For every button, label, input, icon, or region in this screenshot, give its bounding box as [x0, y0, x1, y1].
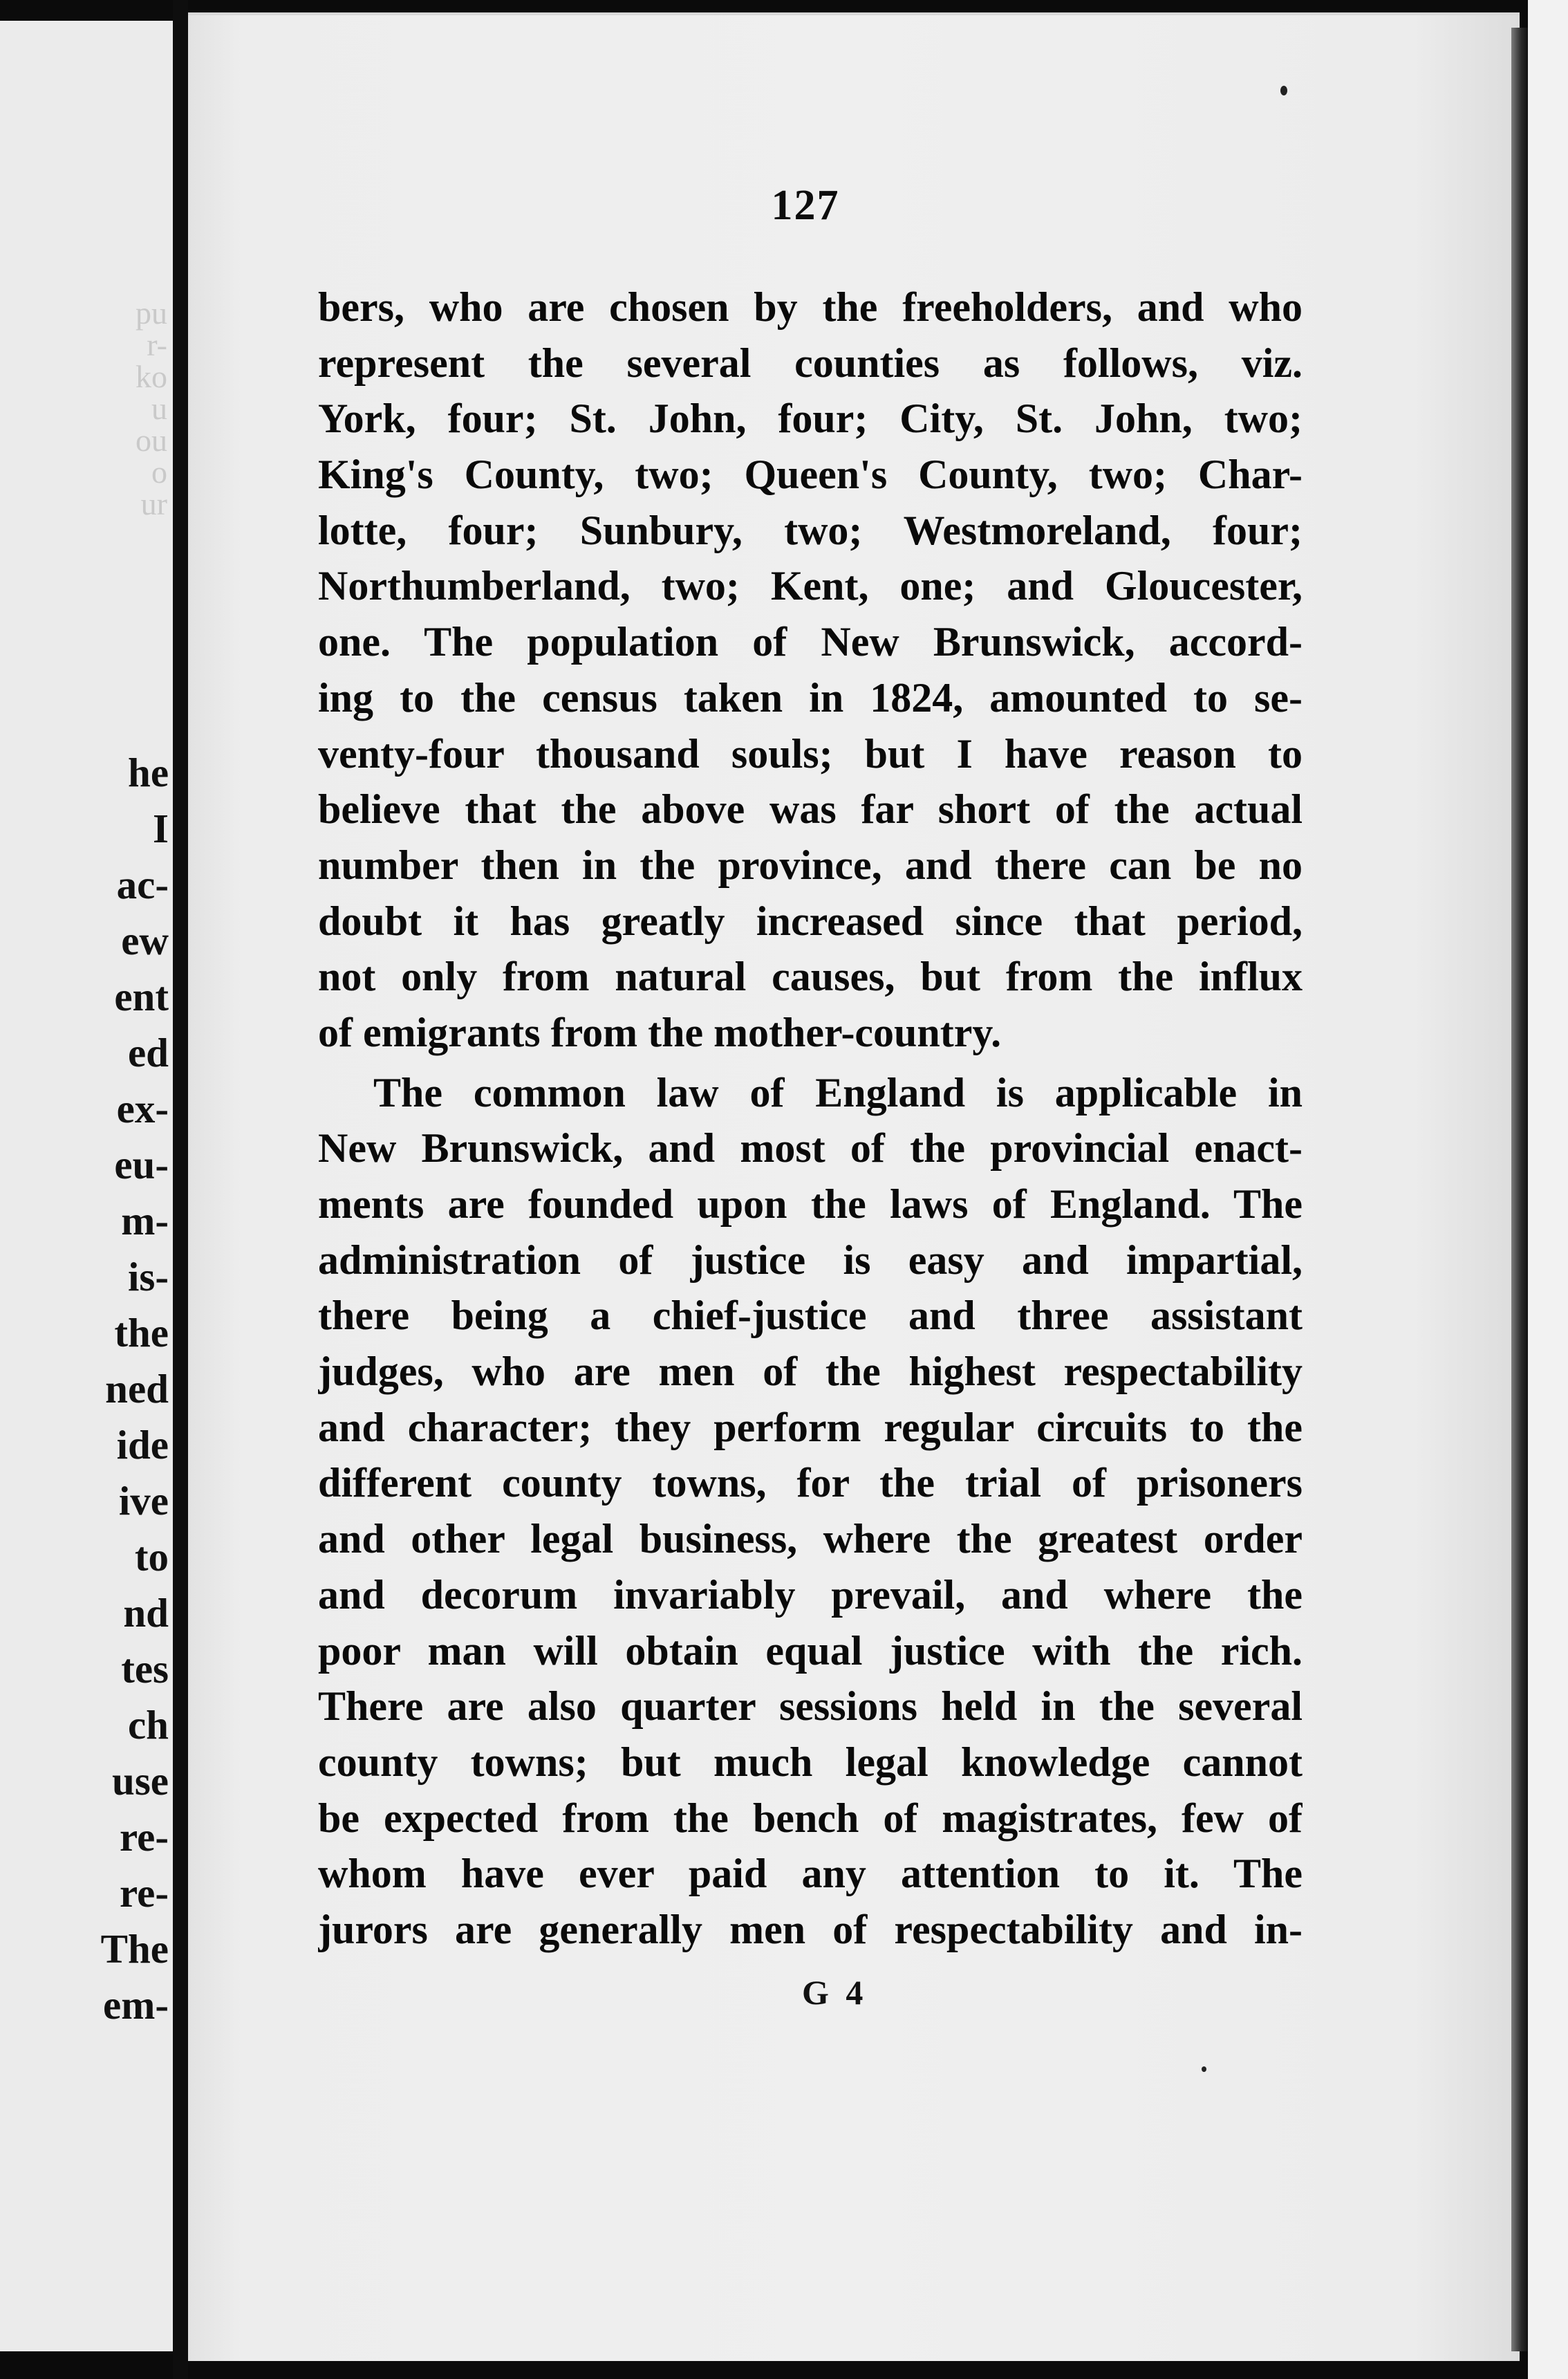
- previous-page-line-fragment: ch: [128, 1702, 169, 1748]
- text-line: not only from natural causes, but from the influx: [318, 954, 1303, 1000]
- previous-page-line-fragment: ent: [114, 974, 169, 1019]
- text-line: ing to the census taken in 1824, amounted to se-: [318, 674, 1303, 721]
- previous-page-line-fragment: ide: [116, 1422, 169, 1468]
- text-line: lotte, four; Sunbury, two; Westmoreland, four;: [318, 507, 1303, 553]
- previous-page-line-fragment: ex-: [116, 1086, 169, 1131]
- text-line: believe that the above was far short of the actual: [318, 786, 1303, 833]
- previous-page-line-fragment: ed: [128, 1030, 169, 1075]
- previous-page-line-fragment: tes: [121, 1646, 169, 1692]
- previous-page-line-fragment: re-: [120, 1870, 169, 1916]
- text-line: whom have ever paid any attention to it. The: [318, 1851, 1303, 1897]
- text-line: poor man will obtain equal justice with the rich.: [318, 1627, 1303, 1674]
- text-line: and character; they perform regular circuits to the: [318, 1404, 1303, 1450]
- previous-page-line-fragment: The: [100, 1926, 169, 1972]
- previous-page: [0, 21, 173, 2351]
- text-line: There are also quarter sessions held in the several: [318, 1683, 1303, 1730]
- ink-speck: [1202, 2066, 1206, 2072]
- text-line: there being a chief-justice and three assistant: [318, 1293, 1303, 1339]
- text-line: number then in the province, and there can be no: [318, 842, 1303, 888]
- text-line: be expected from the bench of magistrates, few of: [318, 1795, 1303, 1841]
- text-line: ments are founded upon the laws of England. The: [318, 1181, 1303, 1227]
- page-number: 127: [771, 182, 840, 229]
- previous-page-line-fragment: use: [112, 1758, 169, 1804]
- text-line: bers, who are chosen by the freeholders, and who: [318, 284, 1303, 330]
- previous-page-line-fragment: the: [114, 1310, 169, 1355]
- previous-page-line-fragment: he: [128, 750, 169, 795]
- text-line: doubt it has greatly increased since that period,: [318, 898, 1303, 944]
- previous-page-line-fragment: ned: [105, 1366, 169, 1411]
- previous-page-line-fragment: ac-: [116, 862, 169, 907]
- text-line: The common law of England is applicable in: [373, 1069, 1303, 1116]
- text-line: judges, who are men of the highest respectability: [318, 1349, 1303, 1395]
- text-line: and decorum invariably prevail, and where the: [318, 1571, 1303, 1618]
- previous-page-line-fragment: eu-: [114, 1142, 169, 1187]
- bleed-through-text: pu r- ko u ou o ur: [136, 295, 167, 521]
- text-line: Northumberland, two; Kent, one; and Gloucester,: [318, 563, 1303, 609]
- page-edge-shadow: [1511, 28, 1528, 2351]
- printer-signature-mark: G 4: [802, 1973, 868, 2012]
- previous-page-line-fragment: to: [134, 1534, 169, 1580]
- text-line: jurors are generally men of respectability and in-: [318, 1906, 1303, 1952]
- book-gutter: [173, 0, 188, 2379]
- text-line: venty-four thousand souls; but I have reason to: [318, 730, 1303, 777]
- previous-page-line-fragment: em-: [103, 1982, 169, 2028]
- text-line: one. The population of New Brunswick, accord-: [318, 619, 1303, 665]
- text-line: represent the several counties as follows, viz.: [318, 340, 1303, 386]
- ink-speck: [1280, 86, 1287, 95]
- text-line: different county towns, for the trial of prisoners: [318, 1460, 1303, 1506]
- previous-page-line-fragment: ew: [121, 918, 169, 963]
- text-line: county towns; but much legal knowledge cannot: [318, 1739, 1303, 1785]
- scan-margin: [1528, 0, 1568, 2379]
- text-line: of emigrants from the mother-country.: [318, 1009, 1002, 1055]
- previous-page-line-fragment: I: [153, 806, 169, 851]
- text-line: York, four; St. John, four; City, St. John, two;: [318, 396, 1303, 442]
- previous-page-line-fragment: nd: [123, 1590, 169, 1636]
- previous-page-line-fragment: m-: [121, 1198, 169, 1243]
- text-line: King's County, two; Queen's County, two; Char-: [318, 452, 1303, 498]
- text-line: administration of justice is easy and impartial,: [318, 1237, 1303, 1283]
- text-line: and other legal business, where the greatest order: [318, 1516, 1303, 1562]
- page-body-text: [318, 279, 1303, 1958]
- previous-page-line-fragment: is-: [128, 1254, 169, 1299]
- previous-page-line-fragment: ive: [118, 1478, 169, 1524]
- text-line: New Brunswick, and most of the provincial enact-: [318, 1125, 1303, 1172]
- previous-page-line-fragment: re-: [120, 1814, 169, 1860]
